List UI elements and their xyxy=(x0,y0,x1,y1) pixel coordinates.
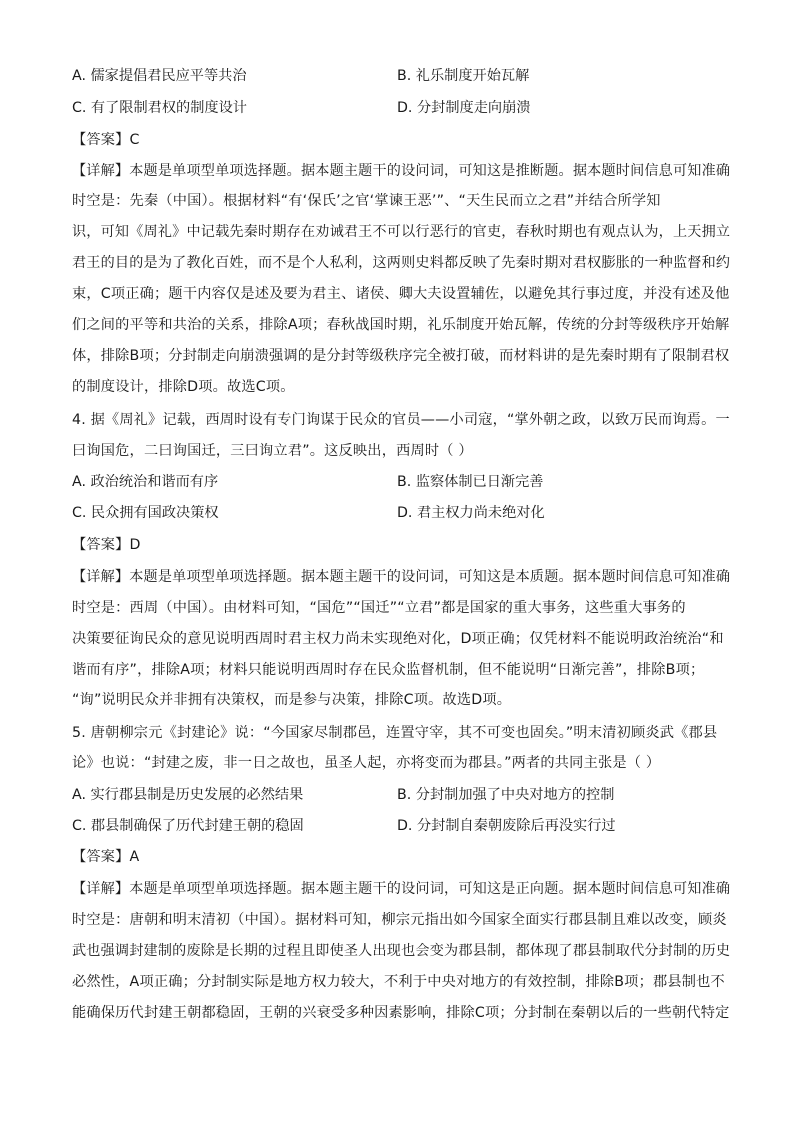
q4-option-b: B. 监察体制已日渐完善 xyxy=(397,474,544,490)
q3-detail-line: 君王的目的是为了教化百姓，而不是个人私利，这两则史料都反映了先秦时期对君权膨胀的一种监督和约 xyxy=(72,255,731,271)
q5-option-a: A. 实行郡县制是历史发展的必然结果 xyxy=(72,787,304,803)
q4-detail-line: 决策要征询民众的意见说明西周时君主权力尚未实现绝对化，D项正确；仅凭材料不能说明政治统治“和 xyxy=(72,631,724,647)
q3-detail-line: 的制度设计，排除D项。故选C项。 xyxy=(72,379,295,395)
q3-detail-line: 【详解】本题是单项型单项选择题。据本题主题干的设问词，可知这是推断题。据本题时间信息可知准确 xyxy=(72,163,731,179)
q3-answer: 【答案】C xyxy=(72,132,140,148)
q5-stem-line: 5. 唐朝柳宗元《封建论》说：“今国家尽制郡邑，连置守宰，其不可变也固矣。”明末清初顾炎武《郡县 xyxy=(72,725,718,741)
q3-detail-line: 束，C项正确；题干内容仅是述及要为君主、诸侯、卿大夫设置辅佐，以避免其行事过度，并没有述及他 xyxy=(72,286,730,302)
q5-option-b: B. 分封制加强了中央对地方的控制 xyxy=(397,787,615,803)
q3-detail-line: 们之间的平等和共治的关系，排除A项；春秋战国时期，礼乐制度开始瓦解，传统的分封等级秩序开始解 xyxy=(72,317,730,333)
q3-option-d: D. 分封制度走向崩溃 xyxy=(397,100,531,116)
q4-detail-line: “询”说明民众并非拥有决策权，而是参与决策，排除C项。故选D项。 xyxy=(72,692,512,708)
q3-option-c: C. 有了限制君权的制度设计 xyxy=(72,100,247,116)
q5-stem-line: 论》也说：“封建之废，非一日之故也，虽圣人起，亦将变而为郡县。”两者的共同主张是（ ） xyxy=(72,755,661,771)
q4-option-d: D. 君主权力尚未绝对化 xyxy=(397,505,545,521)
q4-stem-line: 曰询国危，二曰询国迁，三曰询立君”。这反映出，西周时（ ） xyxy=(72,443,473,459)
q4-option-a: A. 政治统治和谐而有序 xyxy=(72,474,219,490)
q4-answer: 【答案】D xyxy=(72,537,141,553)
q5-option-c: C. 郡县制确保了历代封建王朝的稳固 xyxy=(72,818,304,834)
q5-detail-line: 必然性，A项正确；分封制实际是地方权力较大，不利于中央对地方的有效控制，排除B项；郡县制也不 xyxy=(72,974,725,990)
q5-detail-line: 【详解】本题是单项型单项选择题。据本题主题干的设问词，可知这是正向题。据本题时间信息可知准确 xyxy=(72,881,731,897)
q5-detail-line: 能确保历代封建王朝都稳固，王朝的兴衰受多种因素影响，排除C项；分封制在秦朝以后的一些朝代特定 xyxy=(72,1005,730,1021)
q3-option-b: B. 礼乐制度开始瓦解 xyxy=(397,68,530,84)
q3-detail-line: 时空是：先秦（中国）。根据材料“有‘保氏’之官‘掌谏王恶’”、“天生民而立之君”并结合所学知 xyxy=(72,193,661,209)
q4-detail-line: 时空是：西周（中国）。由材料可知，“国危”“国迁”“立君”都是国家的重大事务，这些重大事务的 xyxy=(72,600,686,616)
q3-option-a: A. 儒家提倡君民应平等共治 xyxy=(72,68,247,84)
q4-detail-line: 谐而有序”，排除A项；材料只能说明西周时存在民众监督机制，但不能说明“日渐完善”，排除B项； xyxy=(72,662,705,678)
q3-detail-line: 识，可知《周礼》中记载先秦时期存在劝诫君王不可以行恶行的官吏，春秋时期也有观点认为，上天拥立 xyxy=(72,224,731,240)
q3-detail-line: 体，排除B项；分封制走向崩溃强调的是分封等级秩序完全被打破，而材料讲的是先秦时期有了限制君权 xyxy=(72,348,730,364)
q5-detail-line: 时空是：唐朝和明末清初（中国）。据材料可知，柳宗元指出如今国家全面实行郡县制且难以改变，顾炎 xyxy=(72,912,727,928)
q5-option-d: D. 分封制自秦朝废除后再没实行过 xyxy=(397,818,616,834)
q5-answer: 【答案】A xyxy=(72,849,140,865)
q4-option-c: C. 民众拥有国政决策权 xyxy=(72,505,219,521)
q4-stem-line: 4. 据《周礼》记载，西周时设有专门询谋于民众的官员——小司寇，“掌外朝之政，以致万民而询焉。一 xyxy=(72,412,730,428)
q4-detail-line: 【详解】本题是单项型单项选择题。据本题主题干的设问词，可知这是本质题。据本题时间信息可知准确 xyxy=(72,569,731,585)
q5-detail-line: 武也强调封建制的废除是长期的过程且即使圣人出现也会变为郡县制，都体现了郡县制取代分封制的历史 xyxy=(72,943,731,959)
